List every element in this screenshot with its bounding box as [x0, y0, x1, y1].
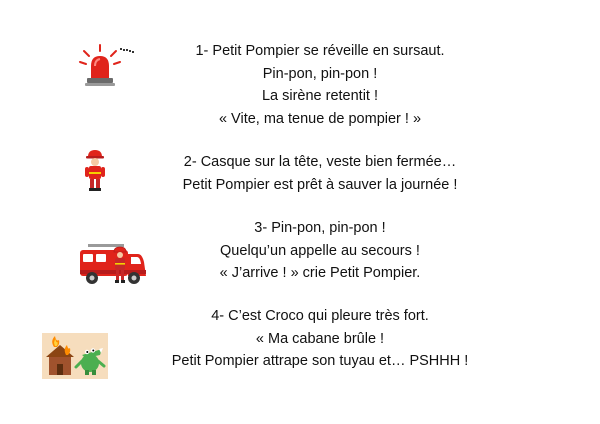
- stanza-line: « Ma cabane brûle !: [255, 330, 385, 347]
- stanza-line: Pin-pon, pin-pon !: [262, 65, 378, 82]
- stanza-line: « J’arrive ! » crie Petit Pompier.: [219, 265, 421, 281]
- fire-truck-icon: [76, 240, 152, 290]
- stanza-line: Quelqu’un appelle au secours !: [220, 242, 420, 259]
- stanza-line: Petit Pompier attrape son tuyau et… PSHHH !: [171, 353, 469, 369]
- stanza-1: [120, 40, 520, 130]
- stanza-line: Petit Pompier est prêt à sauver la journée !: [182, 176, 458, 193]
- stanza-line: « Vite, ma tenue de pompier ! »: [218, 110, 422, 127]
- firefighter-icon: [80, 148, 110, 194]
- burning-cabin-crocodile-icon: [42, 333, 108, 379]
- stanza-2: [120, 151, 520, 196]
- siren-icon: [78, 44, 138, 92]
- stanza-line: 4- C’est Croco qui pleure très fort.: [211, 308, 429, 324]
- stanza-line: 2- Casque sur la tête, veste bien fermée…: [183, 154, 457, 170]
- stanza-4: [120, 305, 520, 373]
- stanza-line: 3- Pin-pon, pin-pon !: [254, 220, 386, 236]
- stanza-3: [120, 217, 520, 285]
- stanza-line: La sirène retentit !: [261, 88, 379, 104]
- stanza-line: 1- Petit Pompier se réveille en sursaut.: [195, 43, 445, 59]
